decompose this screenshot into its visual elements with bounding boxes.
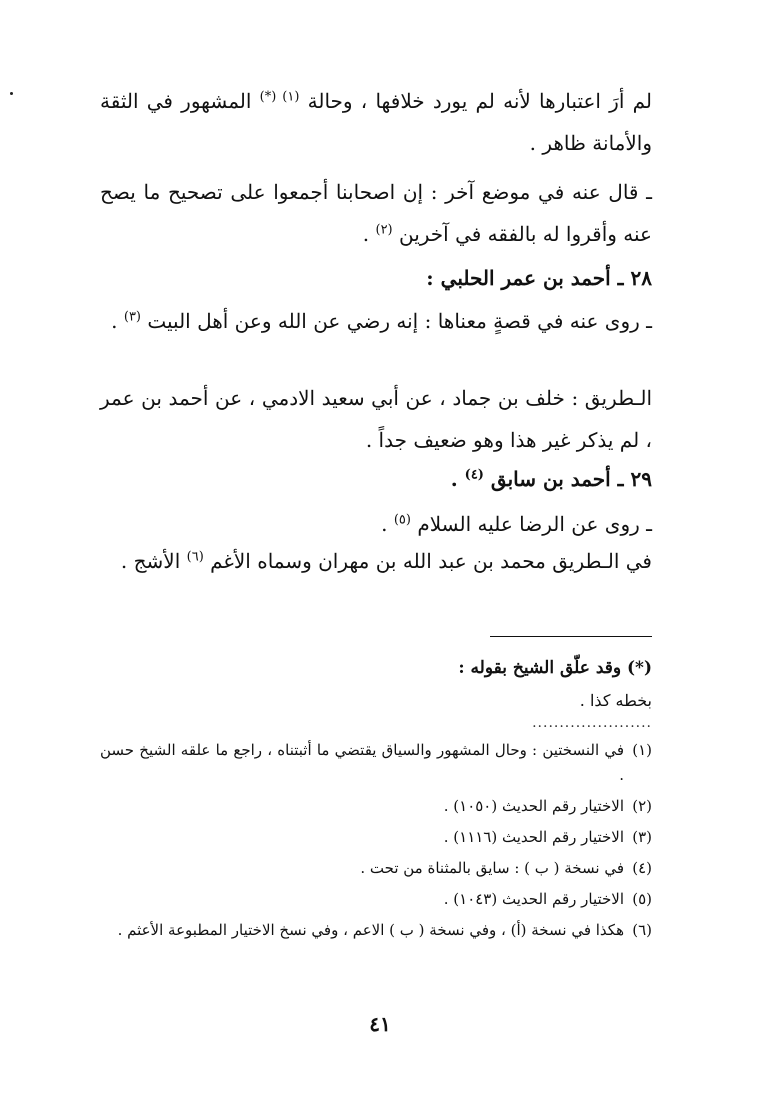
footnote-ref-3: (٣) (123, 309, 141, 325)
paragraph-5-end: . (381, 512, 388, 536)
paragraph-3 (100, 300, 652, 342)
paragraph-4: الـطريق : خلف بن جماد ، عن أبي سعيد الادمي ، عن أحمد بن عمر ، لم يذكر غير هذا وهو ضعيف جداً . (100, 386, 652, 452)
editor-note-heading: (*) وقد علّق الشيخ بقوله : (458, 658, 652, 678)
footnote-number: (٤) (632, 859, 652, 877)
paragraph-2 (100, 171, 652, 255)
footnote-text: الاختيار رقم الحديث (١٠٥٠) . (443, 797, 624, 815)
paragraph-1-end: المشهور في الثقة والأمانة ظاهر . (100, 89, 652, 155)
footnote-item (100, 794, 652, 819)
footnote-text: في النسختين : وحال المشهور والسياق يقتضي ما أثبتناه ، راجع ما علقه الشيخ حسن . (100, 741, 624, 784)
footnote-item (100, 738, 652, 788)
footnote-text: في نسخة ( ب ) : سايق بالمثناة من تحت . (360, 859, 624, 877)
footnote-ref-4: (٤) (464, 467, 484, 483)
paragraph-6-text: في الـطريق محمد بن عبد الله بن مهران وسماه الأغم (210, 549, 652, 573)
footnote-number: (٦) (632, 921, 652, 939)
paragraph-3-text: ـ روى عنه في قصةٍ معناها : إنه رضي عن الله وعن أهل البيت (147, 309, 652, 333)
footnote-ref-1: (١) (*) (259, 89, 300, 105)
paragraph-1 (100, 80, 652, 164)
footnote-text: الاختيار رقم الحديث (١٠٤٣) . (443, 890, 624, 908)
paragraph-2-text: ـ قال عنه في موضع آخر : إن اصحابنا أجمعوا على تصحيح ما يصح عنه وأقروا له بالفقه في آخرين (100, 180, 652, 246)
stray-dot (10, 92, 13, 95)
paragraph-1-text: لم أرَ اعتبارها لأنه لم يورد خلافها ، وحالة (307, 89, 652, 113)
paragraph-2-end: . (362, 222, 370, 246)
footnote-text: الاختيار رقم الحديث (١١١٦) . (443, 828, 624, 846)
footnote-item (100, 887, 652, 912)
footnote-text: هكذا في نسخة (أ) ، وفي نسخة ( ب ) الاعم ، وفي نسخ الاختيار المطبوعة الأعثم . (117, 921, 624, 939)
footnote-number: (٥) (632, 890, 652, 908)
dotted-separator: ...................... (532, 715, 652, 731)
paragraph-6 (100, 540, 652, 582)
page-number: ٤١ (369, 1012, 391, 1036)
paragraph-3-end: . (111, 309, 118, 333)
footnote-number: (٢) (632, 797, 652, 815)
footnote-item (100, 856, 652, 881)
footnote-item (100, 918, 652, 943)
entry-heading-29-text: ٢٩ ـ أحمد بن سابق (490, 467, 652, 491)
footnote-ref-2: (٢) (375, 222, 393, 238)
footnote-number: (٣) (632, 828, 652, 846)
paragraph-5 (100, 503, 652, 545)
entry-heading-29 (100, 458, 652, 500)
footnote-number: (١) (632, 741, 652, 759)
editor-note-text: بخطه كذا . (579, 691, 652, 710)
entry-heading-28: ٢٨ ـ أحمد بن عمر الحلبي : (426, 266, 652, 290)
paragraph-5-text: ـ روى عن الرضا عليه السلام (417, 512, 652, 536)
footnote-ref-5: (٥) (393, 512, 411, 528)
footnote-item (100, 825, 652, 850)
footnotes (100, 738, 652, 949)
entry-heading-29-end: . (450, 467, 458, 491)
footnote-divider (490, 636, 652, 637)
paragraph-6-end: الأشج . (120, 549, 181, 573)
footnote-ref-6: (٦) (186, 549, 204, 565)
